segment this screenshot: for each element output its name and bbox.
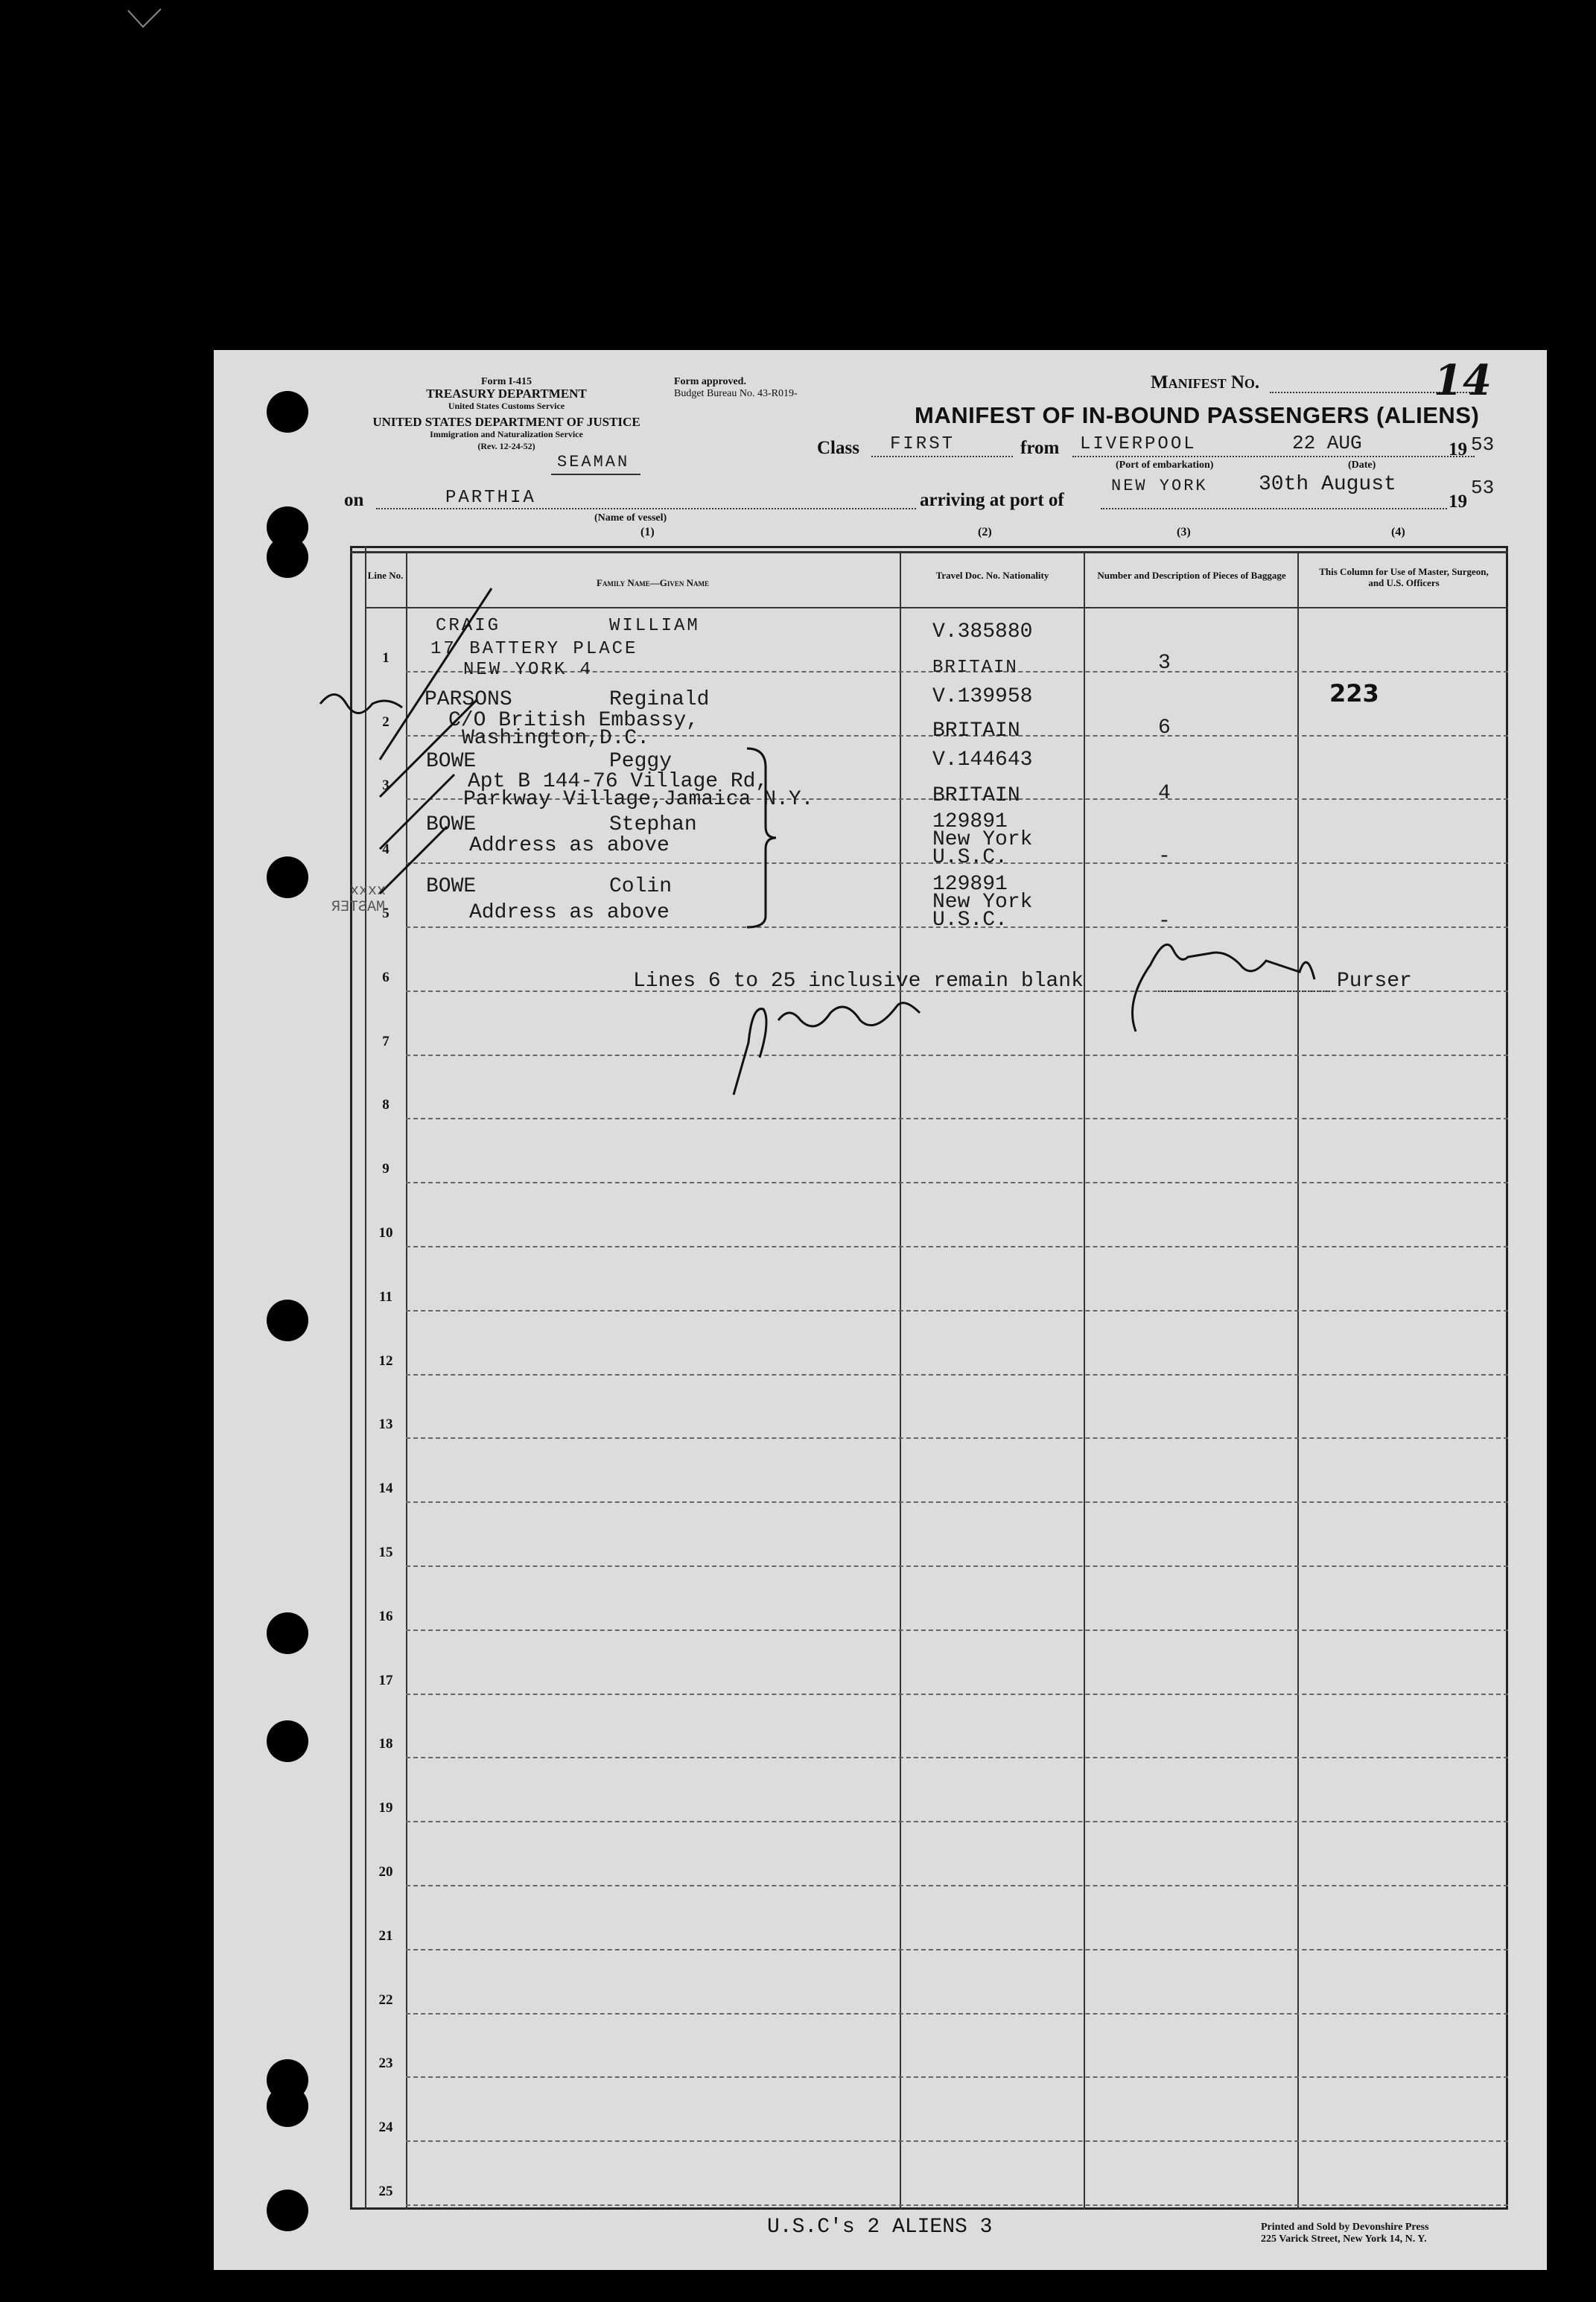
entry-3-family: BOWE <box>426 750 477 773</box>
stamp-underline <box>551 474 640 475</box>
entry-1-address-2: NEW YORK 4 <box>463 660 594 680</box>
arrival-date: 30th August <box>1259 473 1396 496</box>
vessel-caption: (Name of vessel) <box>594 512 667 524</box>
printer-line-2: 225 Varick Street, New York 14, N. Y. <box>1261 2233 1427 2245</box>
row-rule <box>406 1821 1508 1822</box>
arrival-port: NEW YORK <box>1111 477 1208 495</box>
row-number: 23 <box>378 2055 393 2072</box>
row-number: 9 <box>382 1161 390 1177</box>
ins-label: Immigration and Naturalization Service <box>430 429 583 439</box>
approval-block <box>674 376 798 400</box>
row-number: 5 <box>382 906 390 921</box>
entry-2-address-2: Washington,D.C. <box>462 727 650 750</box>
form-header <box>343 376 670 452</box>
port-embarkation-caption: (Port of embarkation) <box>1116 460 1214 471</box>
row-number: 15 <box>378 1545 393 1560</box>
from-label: from <box>1020 438 1060 458</box>
manifest-title: MANIFEST OF IN-BOUND PASSENGERS (ALIENS) <box>915 402 1480 428</box>
revision-label: (Rev. 12-24-52) <box>477 441 535 451</box>
binder-hole <box>267 2190 308 2231</box>
entry-4-nationality: New York <box>932 828 1033 851</box>
row-number: 18 <box>378 1736 393 1752</box>
arrival-line <box>1101 508 1447 509</box>
row-number: 6 <box>382 969 390 985</box>
vessel-name: PARTHIA <box>445 488 536 508</box>
col-head-baggage: Number and Description of Pieces of Baggage <box>1097 570 1286 581</box>
entry-5-citizenship: U.S.C. <box>932 909 1008 932</box>
treasury-label: TREASURY DEPARTMENT <box>426 387 587 401</box>
entry-5-baggage: - <box>1158 910 1171 933</box>
purser-signature <box>1121 920 1329 1039</box>
row-rule <box>406 2140 1508 2142</box>
entry-2-officer-note: 223 <box>1329 679 1379 708</box>
row-number: 24 <box>378 2120 393 2136</box>
row-number: 2 <box>382 713 390 730</box>
bracket-mark <box>743 745 780 931</box>
date-caption: (Date) <box>1348 460 1376 471</box>
row-rule <box>406 1182 1508 1183</box>
row-rule <box>406 1374 1508 1376</box>
departure-date: 22 AUG <box>1292 432 1362 454</box>
budget-bureau: Budget Bureau No. 43-R019- <box>674 388 798 399</box>
from-line <box>1072 456 1475 457</box>
row-number: 19 <box>378 1800 393 1816</box>
officer-signature <box>719 976 964 1102</box>
binder-hole <box>267 391 308 433</box>
entry-3-baggage: 4 <box>1158 782 1171 805</box>
row-number: 8 <box>382 1097 390 1113</box>
row-rule <box>406 2013 1508 2015</box>
row-rule <box>406 2076 1508 2078</box>
margin-note-2: MASTER <box>331 899 386 916</box>
entry-5-nationality: New York <box>932 891 1033 914</box>
arriving-label: arriving at port of <box>920 490 1064 510</box>
entry-4-doc: 129891 <box>932 810 1008 833</box>
binder-hole <box>267 1612 308 1654</box>
justice-label: UNITED STATES DEPARTMENT OF JUSTICE <box>372 415 640 429</box>
row-rule <box>406 1501 1508 1503</box>
row-number: 4 <box>382 842 390 858</box>
col-num-1: (1) <box>640 526 655 538</box>
entry-3-doc: V.144643 <box>932 748 1033 772</box>
row-number: 1 <box>382 649 390 666</box>
row-rule <box>406 2204 1508 2206</box>
entry-2-address-1: C/O British Embassy, <box>448 709 699 732</box>
row-number: 20 <box>378 1864 393 1880</box>
row-number: 22 <box>378 1991 393 2008</box>
entry-3-nationality: BRITAIN <box>932 784 1020 807</box>
entry-2-family: PARSONS <box>425 688 512 711</box>
class-label: Class <box>817 438 859 458</box>
row-number: 14 <box>378 1481 393 1497</box>
row-rule <box>406 1885 1508 1886</box>
header-rule <box>365 607 1508 608</box>
port-embarkation: LIVERPOOL <box>1080 434 1197 454</box>
scan-tick-mark <box>127 7 164 30</box>
form-approved: Form approved. <box>674 376 746 387</box>
arrival-year-prefix: 19 <box>1449 492 1467 512</box>
col-num-4: (4) <box>1391 526 1405 538</box>
row-rule <box>406 1437 1508 1439</box>
entry-2-baggage: 6 <box>1158 716 1171 740</box>
purser-label: Purser <box>1337 970 1412 993</box>
entry-4-citizenship: U.S.C. <box>932 846 1008 869</box>
row-number: 13 <box>378 1417 393 1433</box>
entry-3-address-2: Parkway Village,Jamaica N.Y. <box>463 788 814 811</box>
binder-hole <box>267 1720 308 1762</box>
row-number: 16 <box>378 1608 393 1624</box>
row-rule <box>406 1118 1508 1119</box>
initials-scribble <box>313 681 425 726</box>
entry-4-baggage: - <box>1158 845 1171 868</box>
binder-hole <box>267 1300 308 1341</box>
alien-count-summary: U.S.C's 2 ALIENS 3 <box>767 2216 993 2239</box>
departure-year: 53 <box>1471 433 1495 456</box>
entry-1-doc: V.385880 <box>932 620 1033 643</box>
row-rule <box>406 1694 1508 1695</box>
row-rule <box>406 1310 1508 1311</box>
entry-5-family: BOWE <box>426 875 477 898</box>
row-number: 12 <box>378 1352 393 1369</box>
strike-marks <box>365 581 514 923</box>
class-value: FIRST <box>890 434 956 454</box>
manifest-number: 14 <box>1434 356 1492 405</box>
row-number: 11 <box>379 1288 392 1305</box>
class-line <box>871 456 1013 457</box>
entry-2-doc: V.139958 <box>932 685 1033 708</box>
entry-4-given: Stephan <box>609 813 697 836</box>
row-number: 10 <box>378 1225 393 1241</box>
blank-lines-remark: Lines 6 to 25 inclusive remain blank <box>633 970 1084 993</box>
row-rule <box>406 1565 1508 1567</box>
entry-3-given: Peggy <box>609 750 673 773</box>
row-rule <box>406 1949 1508 1950</box>
manifest-no-label: Manifest No. <box>1151 372 1260 392</box>
entry-1-address-1: 17 BATTERY PLACE <box>430 639 638 659</box>
customs-label: United States Customs Service <box>448 401 565 411</box>
binder-hole <box>267 856 308 898</box>
form-number: Form I-415 <box>480 376 532 387</box>
seaman-stamp: SEAMAN <box>557 453 630 471</box>
entry-1-nationality: BRITAIN <box>932 658 1018 678</box>
arrival-year: 53 <box>1471 477 1495 499</box>
entry-2-nationality: BRITAIN <box>932 719 1020 743</box>
margin-note-1: xxxx <box>350 883 387 900</box>
row-rule <box>406 1757 1508 1758</box>
col-head-line-no: Line No. <box>367 570 404 581</box>
row-rule <box>406 1629 1508 1631</box>
vessel-line <box>376 508 916 509</box>
row-number: 3 <box>382 778 390 794</box>
printer-line-1: Printed and Sold by Devonshire Press <box>1261 2222 1429 2233</box>
printer-imprint <box>1261 2222 1428 2245</box>
col-head-name: Family Name—Given Name <box>596 577 709 588</box>
entry-4-address: Address as above <box>469 834 670 857</box>
entry-1-given: WILLIAM <box>609 616 700 636</box>
row-rule <box>406 1246 1508 1247</box>
entry-5-address: Address as above <box>469 901 670 924</box>
col-num-2: (2) <box>978 526 992 538</box>
year-prefix: 19 <box>1449 439 1467 460</box>
col-num-3: (3) <box>1177 526 1191 538</box>
entry-5-doc: 129891 <box>932 873 1008 896</box>
entry-1-baggage: 3 <box>1158 652 1171 675</box>
entry-1-family: CRAIG <box>436 616 501 636</box>
col-head-officers: This Column for Use of Master, Surgeon, and U.S. Officers <box>1319 566 1489 588</box>
row-number: 25 <box>378 2184 393 2199</box>
row-number: 7 <box>382 1033 390 1049</box>
table-top-rule <box>350 551 1508 553</box>
on-label: on <box>344 490 364 510</box>
entry-4-family: BOWE <box>426 813 477 836</box>
binder-hole <box>267 536 308 578</box>
binder-hole <box>267 2085 308 2127</box>
row-number: 17 <box>378 1672 393 1688</box>
row-number: 21 <box>378 1927 393 1944</box>
entry-2-given: Reginald <box>609 688 710 711</box>
entry-5-given: Colin <box>609 875 673 898</box>
entry-3-address-1: Apt B 144-76 Village Rd, <box>468 770 769 793</box>
col-head-travel: Travel Doc. No. Nationality <box>935 570 1049 581</box>
